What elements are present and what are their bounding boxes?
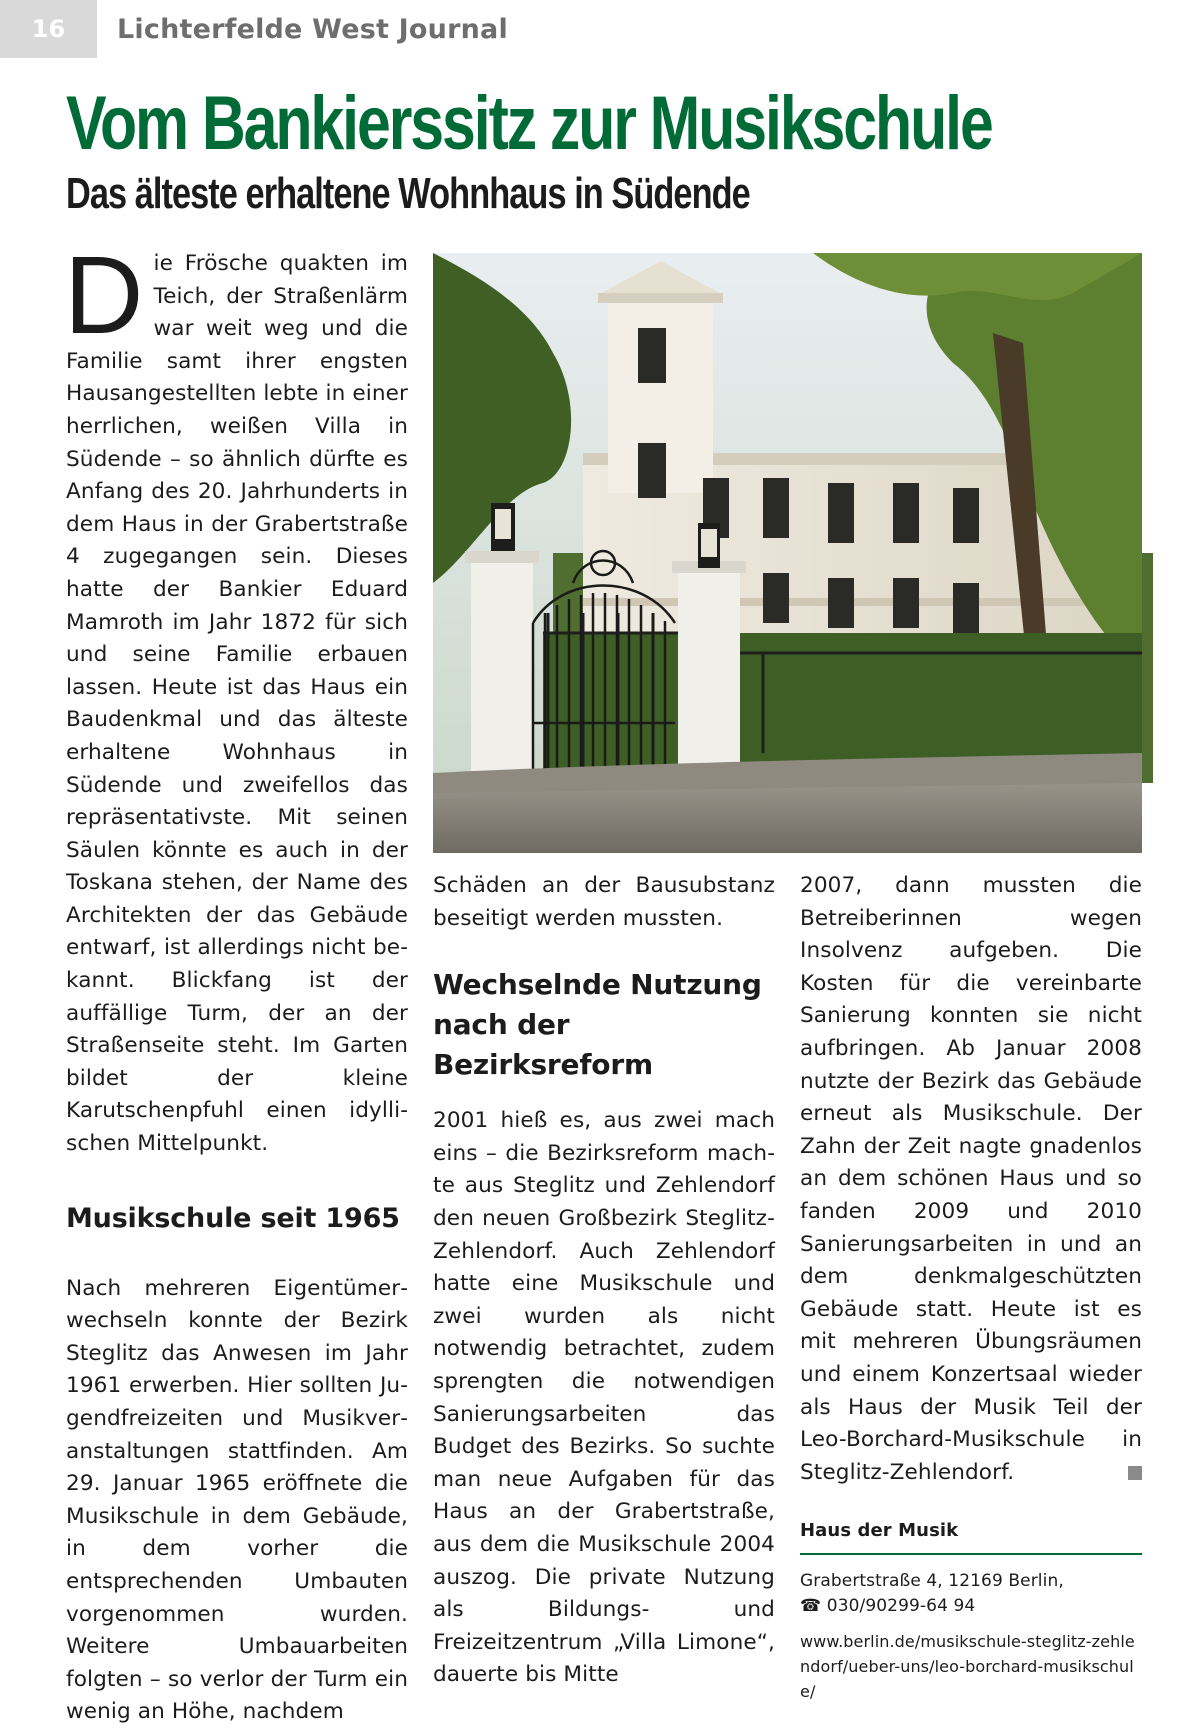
body-paragraph: 2001 hieß es, aus zwei mach eins – die Bezirksreform machte aus Steglitz und Zehlendorf den neuen Großbezirk Steglitz-Zehlendorf. Auch Zehlendorf hatte eine Musikschule und zwei wurden als nicht notwendig betrachtet, zudem sprengten die notwendigen Sanierungsarbeiten das Budget des Bezirks. So suchte man neue Aufgaben für das Haus an der Grabertstraße, aus dem die Musikschule 2004 auszog. Die private Nutzung als Bildungs- und Freizeitzentrum „Villa Limone“, dauerte bis Mitte	[433, 1108, 775, 1688]
article-subheadline: Das älteste erhaltene Wohnhaus in Südende	[66, 169, 750, 218]
section-heading-musikschule: Musikschule seit 1965	[66, 1202, 400, 1234]
info-box-phone: ☎ 030/90299-64 94	[800, 1596, 976, 1617]
info-box-divider	[800, 1553, 1142, 1555]
body-paragraph	[800, 870, 1142, 1489]
villa-illustration	[433, 253, 1142, 853]
text-column-3	[800, 870, 1142, 1704]
page-header	[0, 0, 1200, 58]
article-headline: Vom Bankierssitz zur Musikschule	[66, 81, 992, 166]
continued-paragraph: Schäden an der Bausubstanz beseitigt werden mussten.	[433, 873, 775, 931]
info-box-address: Grabertstraße 4, 12169 Berlin,	[800, 1571, 1064, 1592]
closing-text: 2007, dann mussten die Betreiberinnen wegen Insolvenz aufgeben. Die Kosten für die vereinbarte Sanierung konnten sie nicht aufbringen. Ab Januar 2008 nutzte der Bezirk das Gebäude erneut als Musikschule. Der Zahn der Zeit nagte gnadenlos an dem schönen Haus und so fanden 2009 und 2010 Sanierungsarbeiten in und an dem denkmalgeschützten Gebäude statt. Heute ist es mit mehreren Übungsräumen und einem Konzertsaal wieder als Haus der Musik Teil der Leo-Borchard-Musikschule in Steglitz-Zehlendorf.	[800, 873, 1142, 1485]
intro-paragraph	[64, 234, 409, 1161]
page-number: 16	[0, 0, 97, 58]
intro-text: ie Frösche quakten im Teich, der Straßenlärm war weit weg und die Familie samt ihrer engsten Hausangestellten lebte in einer herrlichen, weißen Villa in Südende – so ähnlich dürfte es Anfang des 20. Jahrhunderts in dem Haus in der Grabertstraße 4 zugegangen sein. Dieses hatte der Bankier Eduard Mamroth im Jahr 1872 für sich und seine Familie erbauen lassen. Heute ist das Haus ein Baudenkmal und das älteste erhaltene Wohnhaus in Südende und zweifellos das repräsentativste. Mit seinen Säulen könnte es auch in der Toskana stehen, der Name des Architekten der das Gebäude entwarf, ist allerdings nicht bekannt. Blickfang ist der auffällige Turm, der an der Straßenseite steht. Im Garten bildet der kleine Karutschenpfuhl einen idyllischen Mittelpunkt.	[66, 251, 409, 1157]
info-box-title: Haus der Musik	[800, 1520, 959, 1542]
info-box-url[interactable]: www.berlin.de/musikschule-steglitz-zehlendorf/ueber-uns/leo-borchard-musikschule/	[800, 1632, 1135, 1702]
villa-photo	[433, 253, 1142, 853]
section-heading-nutzung: Wechselnde Nutzung nach der Bezirksreform	[433, 968, 762, 1082]
text-column-2	[433, 870, 775, 1692]
text-column-1	[64, 234, 409, 1729]
drop-cap: D	[64, 234, 144, 357]
journal-name: Lichterfelde West Journal	[117, 14, 508, 45]
end-of-article-mark	[1128, 1466, 1142, 1480]
body-paragraph: Nach mehreren Eigentümerwechseln konnte der Bezirk Steglitz das Anwesen im Jahr 1961 erwerben. Hier sollten Jugendfreizeiten und Musikveranstaltungen stattfinden. Am 29. Januar 1965 eröffnete die Musikschule in dem Gebäude, in dem vorher die entsprechenden Umbauten vorgenommen wurden. Weitere Umbauarbeiten folgten – so verlor der Turm ein wenig an Höhe, nachdem	[66, 1275, 408, 1725]
